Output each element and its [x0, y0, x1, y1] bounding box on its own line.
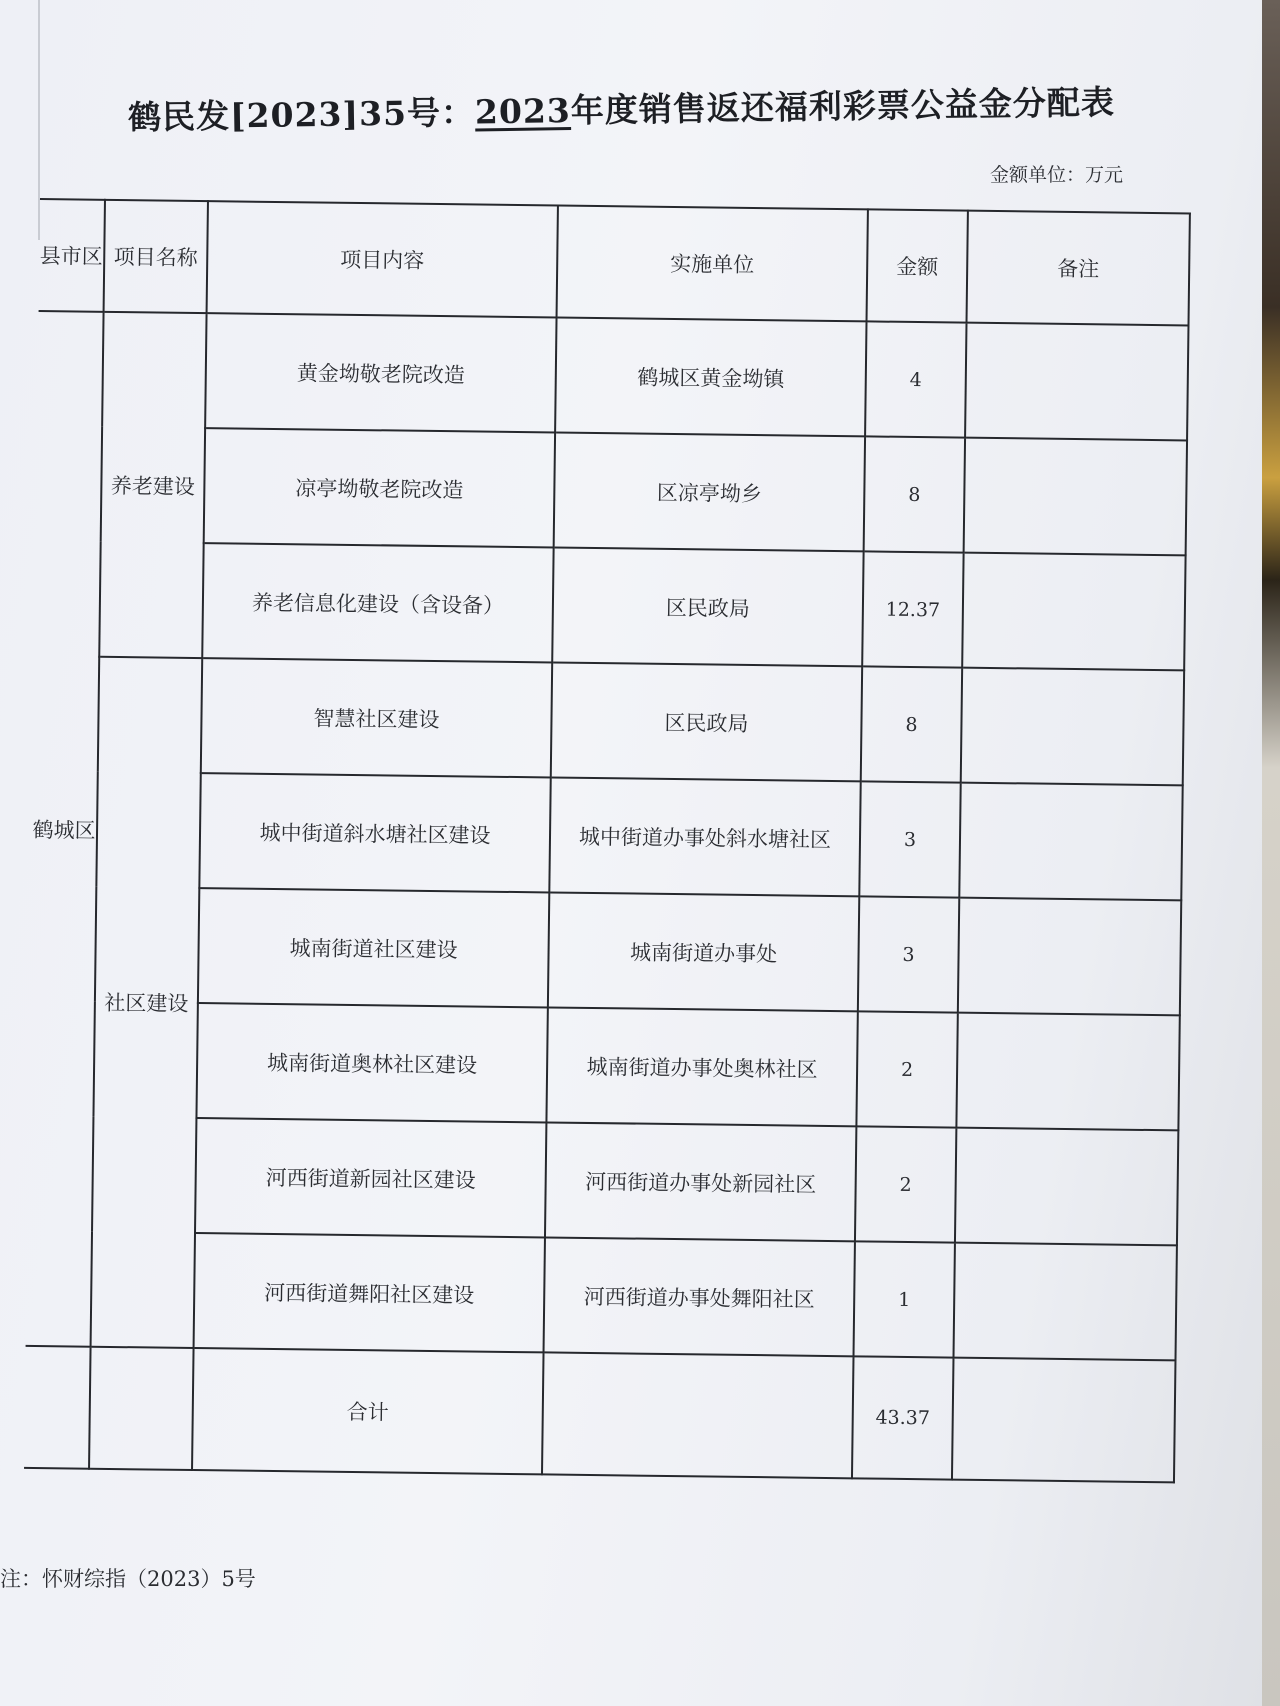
amount-cell: 12.37 — [862, 551, 963, 667]
total-label: 合计 — [192, 1348, 544, 1474]
amount-cell: 3 — [859, 781, 960, 897]
unit-cell: 河西街道办事处舞阳社区 — [544, 1237, 855, 1356]
title-year: 2023 — [474, 91, 572, 132]
table-row — [36, 426, 1187, 555]
content-cell: 黄金坳敬老院改造 — [205, 313, 556, 432]
amount-cell: 3 — [858, 896, 959, 1012]
header-unit: 实施单位 — [557, 206, 868, 322]
county-cell: 鹤城区 — [26, 311, 104, 1347]
unit-cell: 区民政局 — [551, 662, 862, 781]
amount-cell: 1 — [854, 1241, 955, 1357]
header-project-name: 项目名称 — [104, 200, 208, 313]
amount-cell: 8 — [864, 436, 965, 552]
table-row — [27, 1116, 1178, 1245]
total-row — [24, 1346, 1175, 1482]
content-cell: 城中街道斜水塘社区建设 — [199, 773, 550, 892]
remark-cell — [955, 1128, 1178, 1246]
unit-cell: 区凉亭坳乡 — [554, 432, 865, 551]
remark-cell — [954, 1243, 1177, 1361]
unit-cell: 鹤城区黄金坳镇 — [555, 318, 866, 437]
table-row — [37, 311, 1188, 440]
remark-cell — [962, 553, 1185, 671]
total-amount: 43.37 — [852, 1356, 954, 1479]
total-empty-cell — [24, 1346, 91, 1469]
header-amount: 金额 — [867, 209, 968, 322]
header-remark: 备注 — [967, 211, 1190, 326]
amount-cell: 4 — [865, 321, 966, 437]
content-cell: 河西街道舞阳社区建设 — [194, 1233, 545, 1352]
unit-cell: 城南街道办事处 — [548, 892, 859, 1011]
total-empty-cell — [89, 1347, 194, 1470]
group-name-cell: 养老建设 — [99, 312, 206, 658]
unit-cell: 区民政局 — [552, 547, 863, 666]
content-cell: 城南街道社区建设 — [198, 888, 549, 1007]
header-county: 县市区 — [39, 199, 105, 312]
document-title — [128, 77, 1115, 139]
allocation-table — [24, 198, 1191, 1483]
table-row — [34, 541, 1185, 670]
remark-cell — [965, 323, 1188, 441]
remark-cell — [961, 668, 1184, 786]
header-row — [39, 199, 1190, 325]
unit-cell: 城中街道办事处斜水塘社区 — [549, 777, 860, 896]
unit-label: 金额单位：万元 — [990, 164, 1124, 186]
table-row — [31, 771, 1182, 900]
table-row — [26, 1231, 1177, 1360]
footnote: 注：怀财综指（2023）5号 — [0, 1567, 256, 1591]
remark-cell — [956, 1013, 1179, 1131]
content-cell: 城南街道奥林社区建设 — [196, 1003, 547, 1122]
allocation-table-wrapper — [24, 198, 1190, 1483]
unit-cell: 城南街道办事处奥林社区 — [546, 1007, 857, 1126]
table-row — [30, 886, 1181, 1015]
amount-cell: 8 — [861, 666, 962, 782]
content-cell: 河西街道新园社区建设 — [195, 1118, 546, 1237]
remark-cell — [964, 438, 1187, 556]
total-remark-cell — [952, 1358, 1176, 1483]
title-suffix: 年度销售返还福利彩票公益金分配表 — [570, 82, 1116, 131]
remark-cell — [958, 898, 1181, 1016]
amount-cell: 2 — [855, 1126, 956, 1242]
unit-cell: 河西街道办事处新园社区 — [545, 1122, 856, 1241]
amount-cell: 2 — [856, 1011, 957, 1127]
table-row — [33, 656, 1184, 785]
remark-cell — [959, 783, 1182, 901]
content-cell: 智慧社区建设 — [201, 658, 552, 777]
table-row — [28, 1001, 1179, 1130]
content-cell: 养老信息化建设（含设备） — [202, 543, 553, 662]
total-empty-cell — [542, 1352, 854, 1478]
header-content: 项目内容 — [207, 201, 558, 317]
title-prefix: 鹤民发[2023]35号： — [127, 92, 476, 137]
group-name-cell: 社区建设 — [91, 657, 203, 1348]
content-cell: 凉亭坳敬老院改造 — [204, 428, 555, 547]
